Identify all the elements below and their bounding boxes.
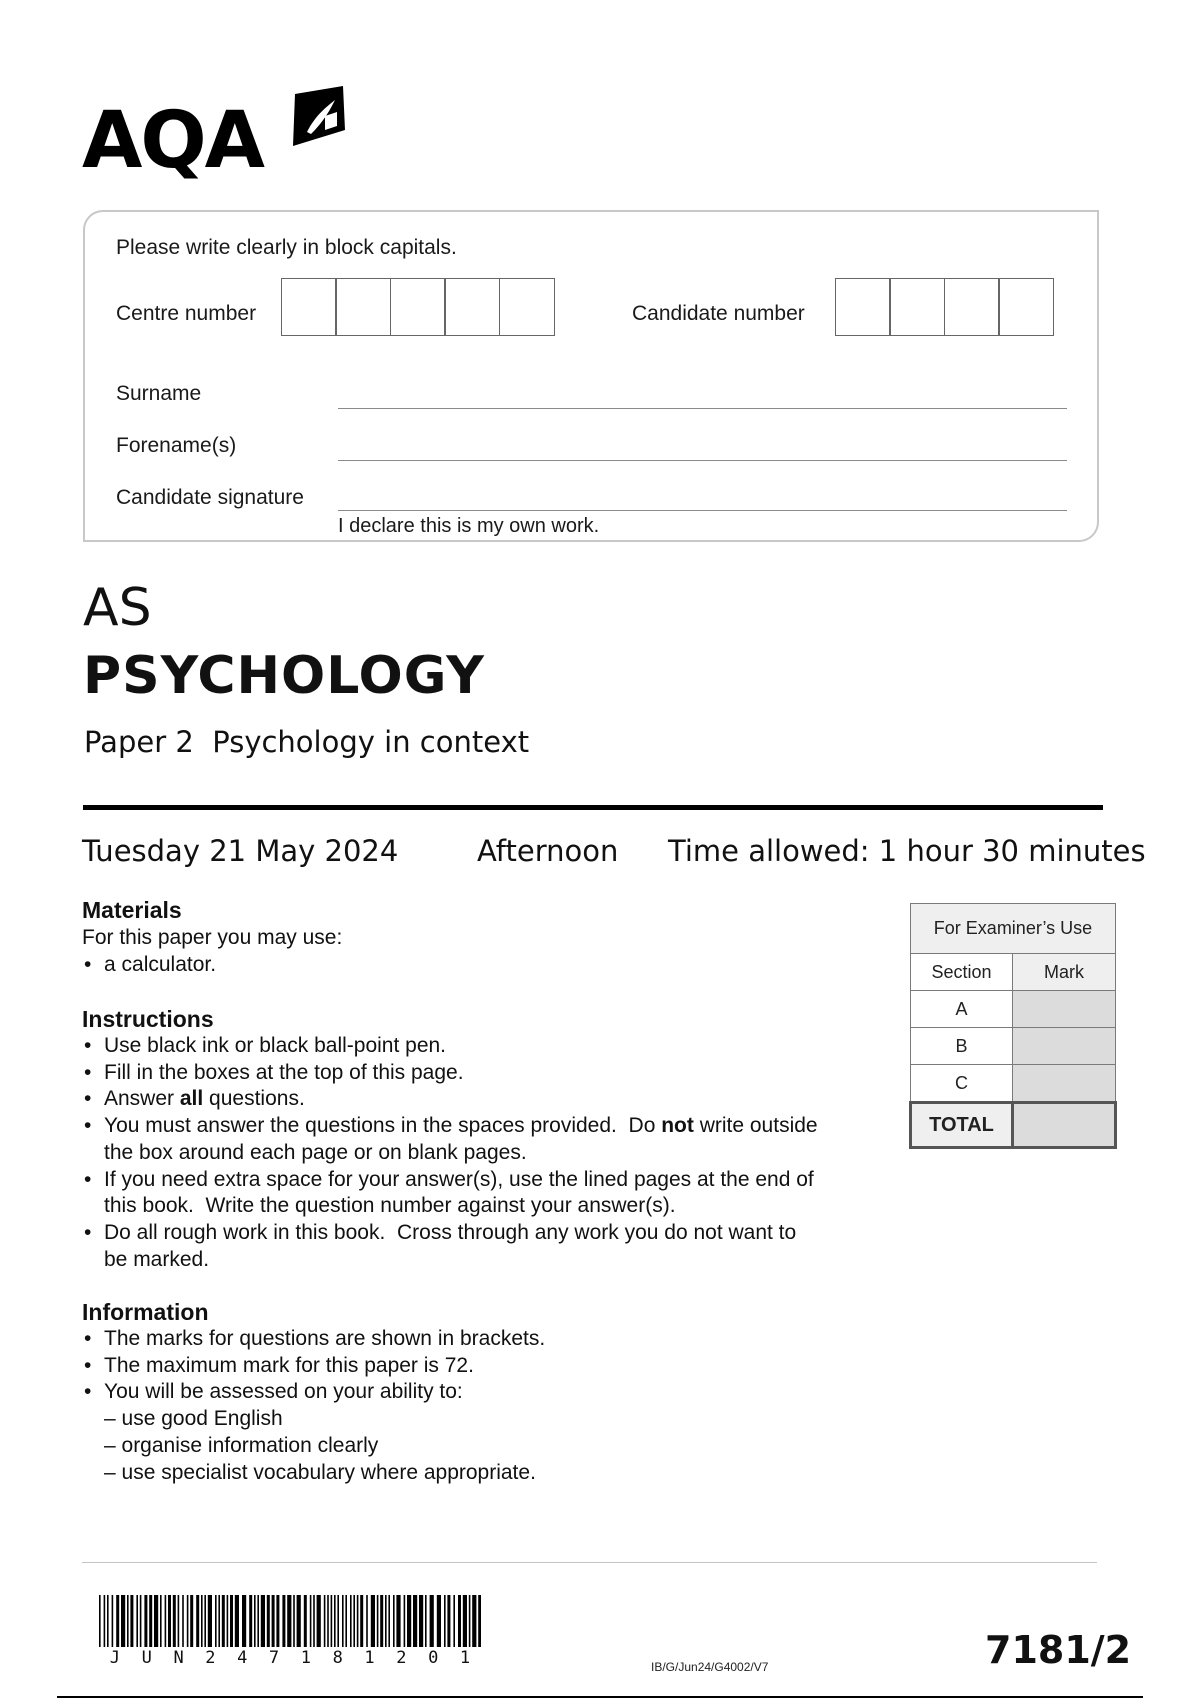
document-reference: IB/G/Jun24/G4002/V7 <box>651 1660 769 1674</box>
barcode-bar <box>99 1595 101 1647</box>
paper-title: Paper 2 Psychology in context <box>84 725 530 759</box>
candidate-number-cell[interactable] <box>944 278 1000 336</box>
section-label: C <box>911 1065 1013 1103</box>
qualification-level: AS <box>83 578 152 638</box>
text-run: You must answer the questions in the spaces provided. Do <box>104 1114 662 1138</box>
aqa-logo-text: AQA <box>82 96 264 186</box>
barcode-digit: 1 <box>300 1648 311 1668</box>
barcode-bar <box>404 1595 406 1647</box>
barcode-bar <box>472 1595 476 1647</box>
barcode-bar <box>116 1595 119 1647</box>
barcode-bar <box>353 1595 355 1647</box>
barcode-bar <box>218 1595 220 1647</box>
barcode-bar <box>165 1595 167 1647</box>
barcode-bar <box>222 1595 225 1647</box>
instructions-heading: Instructions <box>82 1006 214 1032</box>
mark-cell[interactable] <box>1013 1065 1116 1103</box>
exam-date: Tuesday 21 May 2024 <box>82 834 399 868</box>
barcode-bar <box>324 1595 326 1647</box>
barcode-bar <box>313 1595 315 1647</box>
forenames-label: Forename(s) <box>116 434 237 457</box>
barcode-digit: 8 <box>332 1648 343 1668</box>
barcode-bar <box>182 1595 184 1647</box>
barcode-bar <box>201 1595 203 1647</box>
footer-divider <box>82 1562 1097 1563</box>
centre-number-label: Centre number <box>116 302 257 325</box>
barcode-bar <box>287 1595 291 1647</box>
barcode-bar <box>187 1595 189 1647</box>
centre-number-cell[interactable] <box>444 278 500 336</box>
list-item: • Do all rough work in this book. Cross through any work you do not want to be marked. <box>82 1220 824 1273</box>
instructions-list <box>82 1033 842 1273</box>
barcode-bar <box>425 1595 427 1647</box>
barcode-bar <box>388 1595 390 1647</box>
barcode-bar <box>345 1595 347 1647</box>
barcode-bar <box>130 1595 133 1647</box>
forenames-line[interactable] <box>338 460 1067 461</box>
block-capitals-instruction: Please write clearly in block capitals. <box>116 236 457 259</box>
barcode-bar <box>293 1595 295 1647</box>
barcode-bar <box>444 1595 446 1647</box>
barcode-digit: 7 <box>268 1648 280 1668</box>
centre-number-cell[interactable] <box>390 278 446 336</box>
text-run: Answer <box>104 1087 180 1111</box>
barcode-bar <box>107 1595 109 1647</box>
exam-session: Afternoon <box>477 834 619 868</box>
barcode-digit: U <box>141 1648 152 1668</box>
barcode-bar <box>342 1595 344 1647</box>
barcode-bar <box>407 1595 411 1647</box>
candidate-number-cell[interactable] <box>835 278 891 336</box>
barcode-bar <box>380 1595 383 1647</box>
page-bottom-rule <box>57 1696 1143 1698</box>
barcode-bar <box>413 1595 417 1647</box>
examiner-use-table <box>909 903 1117 1149</box>
centre-number-cell[interactable] <box>281 278 337 336</box>
materials-list <box>82 952 842 979</box>
text-run: write outside the box around each page or on blank pages. <box>104 1114 818 1164</box>
mark-column-header: Mark <box>1013 954 1116 991</box>
list-item: • The maximum mark for this paper is 72. <box>82 1353 842 1380</box>
barcode-bar <box>267 1595 270 1647</box>
barcode-bar <box>140 1595 142 1647</box>
section-column-header: Section <box>911 954 1013 991</box>
centre-number-cell[interactable] <box>335 278 391 336</box>
barcode-bar <box>447 1595 450 1647</box>
barcode-bar <box>310 1595 312 1647</box>
barcode-bar <box>385 1595 387 1647</box>
assessment-criteria-list <box>104 1406 842 1486</box>
barcode-bar <box>272 1595 275 1647</box>
barcode-bar <box>136 1595 138 1647</box>
surname-line[interactable] <box>338 408 1067 409</box>
barcode-bar <box>149 1595 152 1647</box>
list-item <box>82 1379 842 1486</box>
barcode-bar <box>377 1595 379 1647</box>
candidate-number-boxes <box>836 278 1054 336</box>
section-label: A <box>911 991 1013 1028</box>
list-item: • The marks for questions are shown in brackets. <box>82 1326 842 1353</box>
candidate-number-cell[interactable] <box>889 278 945 336</box>
total-mark-cell[interactable] <box>1013 1103 1116 1148</box>
barcode-bar <box>366 1595 368 1647</box>
aqa-logo-mark-icon <box>285 86 351 148</box>
barcode-bar <box>453 1595 455 1647</box>
declaration-text: I declare this is my own work. <box>338 515 600 537</box>
barcode-bar <box>393 1595 395 1647</box>
barcode-bar <box>419 1595 423 1647</box>
paper-code: 7181/2 <box>985 1628 1132 1672</box>
sub-list-item: – use specialist vocabulary where appropriate. <box>104 1460 536 1484</box>
barcode-bar <box>227 1595 229 1647</box>
list-item: • a calculator. <box>82 952 842 979</box>
information-heading: Information <box>82 1299 209 1325</box>
section-label: B <box>911 1028 1013 1065</box>
bold-run: all <box>179 1087 204 1111</box>
barcode-bar <box>458 1595 461 1647</box>
list-item: • Use black ink or black ball-point pen. <box>82 1033 842 1060</box>
barcode-digit: J <box>109 1648 121 1668</box>
barcode-bar <box>396 1595 400 1647</box>
barcode-bar <box>112 1595 114 1647</box>
barcode-bar <box>371 1595 375 1647</box>
barcode-bar <box>334 1595 336 1647</box>
signature-line[interactable] <box>338 510 1067 511</box>
barcode-bar <box>430 1595 434 1647</box>
sub-list-item: – organise information clearly <box>104 1433 379 1457</box>
barcode-bar <box>261 1595 265 1647</box>
barcode-bar <box>282 1595 285 1647</box>
aqa-logo <box>82 86 342 186</box>
barcode-digits <box>99 1648 481 1668</box>
barcode-bar <box>249 1595 252 1647</box>
barcode-digit: N <box>173 1648 184 1668</box>
barcode-bar <box>190 1595 193 1647</box>
barcode-bar <box>478 1595 481 1647</box>
signature-label: Candidate signature <box>116 486 304 509</box>
barcode-bar <box>204 1595 206 1647</box>
centre-number-boxes <box>282 278 555 336</box>
barcode-bar <box>208 1595 212 1647</box>
mark-cell[interactable] <box>1013 1028 1116 1065</box>
text-run: You will be assessed on your ability to: <box>104 1380 463 1404</box>
barcode-digit: 4 <box>237 1648 248 1668</box>
barcode-bar <box>215 1595 217 1647</box>
barcode-bar <box>350 1595 352 1647</box>
barcode-bar <box>242 1595 246 1647</box>
list-item <box>82 1113 842 1166</box>
bold-run: not <box>661 1114 694 1138</box>
barcode-bar <box>327 1595 329 1647</box>
barcode-bar <box>276 1595 279 1647</box>
barcode-bar <box>168 1595 171 1647</box>
barcode-digit: 2 <box>205 1648 216 1668</box>
barcode-bar <box>230 1595 233 1647</box>
barcode-bar <box>254 1595 256 1647</box>
barcode-bar <box>235 1595 239 1647</box>
title-divider <box>83 805 1103 810</box>
centre-number-cell[interactable] <box>499 278 555 336</box>
text-run: questions. <box>203 1087 305 1111</box>
barcode-digit: 1 <box>364 1648 375 1668</box>
surname-label: Surname <box>116 382 202 405</box>
list-item <box>82 1086 842 1113</box>
candidate-number-label: Candidate number <box>632 302 805 325</box>
barcode <box>99 1595 481 1647</box>
barcode-digit: 2 <box>396 1648 407 1668</box>
materials-heading: Materials <box>82 897 182 923</box>
barcode-bar <box>178 1595 180 1647</box>
materials-intro: For this paper you may use: <box>82 926 343 949</box>
barcode-bar <box>360 1595 363 1647</box>
sub-list-item: – use good English <box>104 1407 283 1431</box>
time-allowed: Time allowed: 1 hour 30 minutes <box>668 834 1146 868</box>
barcode-bar <box>304 1595 307 1647</box>
candidate-number-cell[interactable] <box>998 278 1054 336</box>
barcode-bar <box>104 1595 106 1647</box>
barcode-bar <box>357 1595 359 1647</box>
barcode-bar <box>173 1595 176 1647</box>
barcode-bar <box>469 1595 471 1647</box>
mark-cell[interactable] <box>1013 991 1116 1028</box>
barcode-bar <box>127 1595 129 1647</box>
barcode-bar <box>121 1595 125 1647</box>
barcode-bar <box>317 1595 321 1647</box>
barcode-bar <box>196 1595 199 1647</box>
list-item: • If you need extra space for your answer(s), use the lined pages at the end of this book. Write the question number against your answer(s). <box>82 1167 842 1220</box>
barcode-bar <box>144 1595 147 1647</box>
barcode-bar <box>463 1595 467 1647</box>
total-label: TOTAL <box>911 1103 1013 1148</box>
examiner-table-title: For Examiner’s Use <box>911 904 1116 954</box>
barcode-bar <box>257 1595 259 1647</box>
barcode-bar <box>331 1595 333 1647</box>
subject-title: PSYCHOLOGY <box>83 646 485 706</box>
barcode-bar <box>297 1595 301 1647</box>
information-list <box>82 1326 842 1486</box>
list-item: • Fill in the boxes at the top of this page. <box>82 1060 842 1087</box>
barcode-digit: 0 <box>428 1648 439 1668</box>
barcode-bar <box>437 1595 441 1647</box>
barcode-bar <box>337 1595 339 1647</box>
barcode-digit: 1 <box>459 1648 471 1668</box>
barcode-bar <box>154 1595 158 1647</box>
barcode-bar <box>160 1595 162 1647</box>
